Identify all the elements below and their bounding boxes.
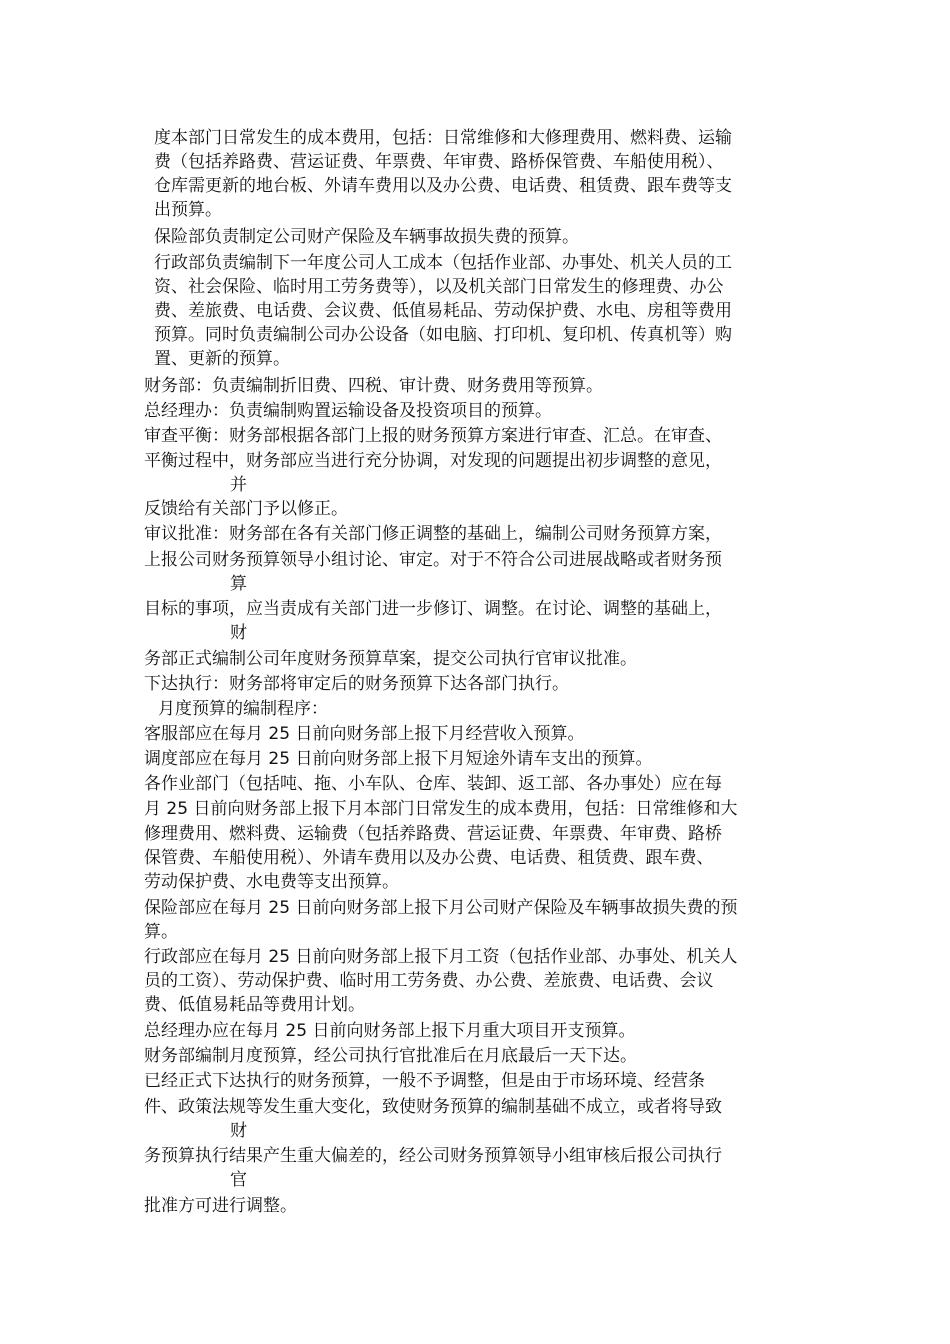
section-heading: 月度预算的编制程序： [158,699,328,719]
text-line: 财 [230,623,247,643]
text-line: 费（包括养路费、营运证费、年票费、年审费、路桥保管费、车船使用税）、 [154,152,724,172]
text-line: 总经理办应在每月 25 日前向财务部上报下月重大项目开支预算。 [144,1021,636,1041]
text-line: 费、低值易耗品等费用计划。 [144,995,365,1015]
text-line: 务部正式编制公司年度财务预算草案，提交公司执行官审议批准。 [144,649,637,669]
text-line: 官 [230,1170,247,1190]
text-line: 资、社会保险、临时用工劳务费等），以及机关部门日常发生的修理费、办公 [154,277,724,297]
text-line: 总经理办：负责编制购置运输设备及投资项目的预算。 [144,401,552,421]
text-line: 件、政策法规等发生重大变化，致使财务预算的编制基础不成立，或者将导致 [144,1097,722,1117]
text-line: 财务部：负责编制折旧费、四税、审计费、财务费用等预算。 [144,376,603,396]
text-line: 客服部应在每月 25 日前向财务部上报下月经营收入预算。 [144,724,585,744]
text-line: 度本部门日常发生的成本费用，包括：日常维修和大修理费用、燃料费、运输 [154,128,732,148]
text-line: 下达执行：财务部将审定后的财务预算下达各部门执行。 [144,674,569,694]
text-line: 预算。同时负责编制公司办公设备（如电脑、打印机、复印机、传真机等）购 [154,325,732,345]
text-line: 已经正式下达执行的财务预算，一般不予调整，但是由于市场环境、经营条 [144,1071,705,1091]
text-line: 调度部应在每月 25 日前向财务部上报下月短途外请车支出的预算。 [144,749,653,769]
text-line: 财 [230,1121,247,1141]
text-line: 出预算。 [154,200,222,220]
text-line: 算。 [144,922,178,942]
text-line: 劳动保护费、水电费等支出预算。 [144,872,399,892]
text-line: 修理费用、燃料费、运输费（包括养路费、营运证费、年票费、年审费、路桥 [144,824,722,844]
text-line: 批准方可进行调整。 [144,1196,297,1216]
text-line: 员的工资）、劳动保护费、临时用工劳务费、办公费、差旅费、电话费、会议 [144,971,714,991]
text-line: 行政部应在每月 25 日前向财务部上报下月工资（包括作业部、办事处、机关人 [144,947,738,967]
text-line: 上报公司财务预算领导小组讨论、审定。对于不符合公司进展战略或者财务预 [144,550,722,570]
text-line: 并 [230,475,247,495]
text-line: 月 25 日前向财务部上报下月本部门日常发生的成本费用，包括：日常维修和大 [144,799,738,819]
text-line: 保险部应在每月 25 日前向财务部上报下月公司财产保险及车辆事故损失费的预 [144,898,738,918]
text-line: 平衡过程中，财务部应当进行充分协调，对发现的问题提出初步调整的意见， [144,451,722,471]
text-line: 算 [230,574,247,594]
text-line: 审议批准：财务部在各有关部门修正调整的基础上，编制公司财务预算方案， [144,524,722,544]
text-line: 费、差旅费、电话费、会议费、低值易耗品、劳动保护费、水电、房租等费用 [154,301,732,321]
text-line: 各作业部门（包括吨、拖、小车队、仓库、装卸、返工部、各办事处）应在每 [144,774,722,794]
text-line: 财务部编制月度预算，经公司执行官批准后在月底最后一天下达。 [144,1046,637,1066]
text-line: 务预算执行结果产生重大偏差的，经公司财务预算领导小组审核后报公司执行 [144,1146,722,1166]
text-line: 置、更新的预算。 [154,349,290,369]
text-line: 保险部负责制定公司财产保险及车辆事故损失费的预算。 [154,227,579,247]
text-line: 目标的事项，应当责成有关部门进一步修订、调整。在讨论、调整的基础上， [144,599,722,619]
text-line: 行政部负责编制下一年度公司人工成本（包括作业部、办事处、机关人员的工 [154,253,732,273]
text-line: 审查平衡：财务部根据各部门上报的财务预算方案进行审查、汇总。在审查、 [144,426,722,446]
text-line: 保管费、车船使用税）、外请车费用以及办公费、电话费、租赁费、跟车费、 [144,848,714,868]
text-line: 仓库需更新的地台板、外请车费用以及办公费、电话费、租赁费、跟车费等支 [154,176,732,196]
text-line: 反馈给有关部门予以修正。 [144,499,348,519]
